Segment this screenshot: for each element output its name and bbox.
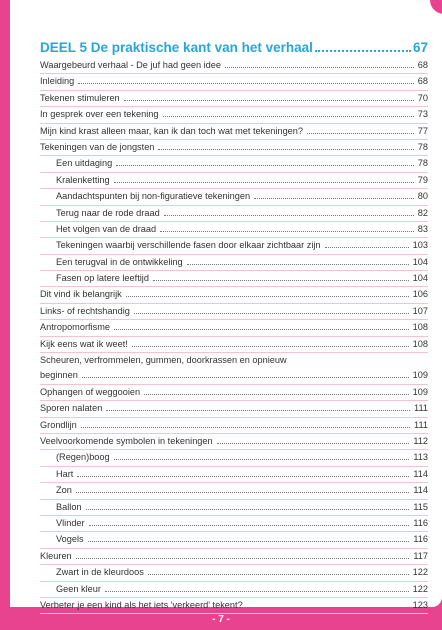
dot-leader — [81, 426, 410, 428]
toc-entry[interactable] — [40, 450, 428, 466]
toc-entry-title: Zwart in de kleurdoos — [56, 567, 144, 578]
toc-entry-title: Ballon — [56, 501, 82, 512]
toc-entry-page: 122 — [412, 567, 428, 578]
toc-entry[interactable] — [40, 467, 428, 483]
toc-entry-title: Kleuren — [40, 550, 72, 561]
toc-entry-title: Inleiding — [40, 76, 75, 87]
dot-leader — [247, 606, 409, 608]
part-heading-page: 67 — [412, 40, 428, 55]
toc-entry-page: 79 — [417, 174, 428, 185]
toc-entry[interactable] — [40, 58, 428, 74]
toc-entry[interactable] — [40, 238, 428, 254]
toc-entry-title: Fasen op latere leeftijd — [56, 273, 149, 284]
toc-entry-title: Aandachtspunten bij non-figuratieve tekeningen — [56, 191, 251, 202]
toc-page — [10, 0, 442, 610]
toc-entry-title: Sporen nalaten — [40, 403, 103, 414]
toc-entry[interactable] — [40, 156, 428, 172]
toc-entry[interactable] — [40, 287, 428, 303]
toc-entry[interactable] — [40, 598, 428, 614]
toc-entry-page: 77 — [417, 125, 428, 136]
toc-entry-page: 80 — [417, 191, 428, 202]
dot-leader — [132, 345, 409, 347]
toc-entry-page: 70 — [417, 92, 428, 103]
toc-entry[interactable] — [40, 206, 428, 222]
toc-entry[interactable] — [40, 368, 428, 384]
toc-entry[interactable] — [40, 74, 428, 90]
toc-entry-page: 117 — [413, 550, 428, 561]
toc-entry-title: Een uitdaging — [56, 158, 113, 169]
dot-leader — [77, 475, 409, 477]
dot-leader — [124, 99, 414, 101]
toc-entry-title: Tekeningen waarbij verschillende fasen door elkaar zichtbaar zijn — [56, 240, 321, 251]
toc-entry-page: 115 — [413, 501, 428, 512]
dot-leader — [187, 263, 409, 265]
dot-leader — [114, 458, 410, 460]
toc-entry[interactable] — [40, 516, 428, 532]
toc-entry[interactable] — [40, 401, 428, 417]
toc-entry-title: Verbeter je een kind als het iets 'verkeerd' tekent? — [40, 599, 243, 610]
toc-entry[interactable] — [40, 532, 428, 548]
toc-entry[interactable] — [40, 483, 428, 499]
toc-entry-title: Kralenketting — [56, 174, 110, 185]
toc-entry-page: 108 — [412, 338, 428, 349]
dot-leader — [82, 376, 409, 378]
toc-entry-page: 113 — [413, 452, 428, 463]
toc-entry-page: 112 — [413, 435, 428, 446]
toc-entry-title: Geen kleur — [56, 583, 101, 594]
toc-entry-title: Scheuren, verfrommelen, gummen, doorkrassen en opnieuw — [40, 355, 287, 366]
toc-entry[interactable] — [40, 124, 428, 140]
toc-entry[interactable] — [40, 222, 428, 238]
toc-entry[interactable] — [40, 353, 428, 368]
part-heading[interactable] — [40, 40, 428, 58]
toc-entry-title: Hart — [56, 468, 74, 479]
dot-leader — [217, 442, 410, 444]
dot-leader — [315, 50, 411, 52]
dot-leader — [160, 230, 414, 232]
toc-entry[interactable] — [40, 173, 428, 189]
toc-entry[interactable] — [40, 565, 428, 581]
dot-leader — [114, 181, 414, 183]
toc-entry-title: In gesprek over een tekening — [40, 109, 159, 120]
dot-leader — [307, 132, 414, 134]
dot-leader — [76, 557, 410, 559]
table-of-contents — [40, 40, 428, 614]
toc-entry-page: 104 — [412, 256, 428, 267]
dot-leader — [163, 115, 414, 117]
toc-entry-page: 68 — [417, 76, 428, 87]
toc-entry-page: 111 — [414, 419, 428, 430]
toc-entry-title: Veelvoorkomende symbolen in tekeningen — [40, 435, 213, 446]
toc-entry-title: Ophangen of weggooien — [40, 386, 141, 397]
dot-leader — [153, 279, 409, 281]
toc-entry[interactable] — [40, 582, 428, 598]
toc-entry-title: Het volgen van de draad — [56, 223, 157, 234]
toc-entry[interactable] — [40, 418, 428, 434]
dot-leader — [116, 164, 414, 166]
toc-entries — [40, 58, 428, 614]
toc-entry[interactable] — [40, 434, 428, 450]
toc-entry-title: Vlinder — [56, 517, 85, 528]
dot-leader — [126, 295, 409, 297]
dot-leader — [89, 524, 410, 526]
toc-entry-page: 114 — [413, 485, 428, 496]
dot-leader — [106, 409, 410, 411]
dot-leader — [114, 328, 409, 330]
dot-leader — [254, 197, 414, 199]
toc-entry-title: beginnen — [40, 370, 78, 381]
toc-entry-page: 78 — [417, 141, 428, 152]
toc-entry-page: 123 — [412, 599, 428, 610]
toc-entry-page: 68 — [417, 60, 428, 70]
toc-entry-page: 109 — [412, 386, 428, 397]
toc-entry-title: Vogels — [56, 534, 84, 545]
toc-entry[interactable] — [40, 500, 428, 516]
toc-entry-page: 83 — [417, 223, 428, 234]
dot-leader — [105, 590, 409, 592]
part-heading-title: DEEL 5 De praktische kant van het verhaal — [40, 40, 313, 55]
toc-entry-page: 111 — [414, 403, 428, 414]
dot-leader — [86, 508, 410, 510]
dot-leader — [164, 214, 414, 216]
toc-entry-page: 116 — [413, 534, 428, 545]
dot-leader — [134, 312, 409, 314]
toc-entry[interactable] — [40, 189, 428, 205]
toc-entry-title: Een terugval in de ontwikkeling — [56, 256, 183, 267]
toc-entry-title: Tekenen stimuleren — [40, 92, 120, 103]
toc-entry-page: 103 — [412, 240, 428, 251]
page-number: - 7 - — [212, 614, 230, 625]
toc-entry-page: 106 — [412, 289, 428, 300]
toc-entry[interactable] — [40, 320, 428, 336]
toc-entry-title: Kijk eens wat ik weet! — [40, 338, 128, 349]
toc-entry-page: 82 — [417, 207, 428, 218]
toc-entry[interactable] — [40, 255, 428, 271]
toc-entry[interactable] — [40, 140, 428, 156]
dot-leader — [78, 82, 414, 84]
dot-leader — [76, 491, 410, 493]
toc-entry-title: Terug naar de rode draad — [56, 207, 160, 218]
toc-entry-title: Links- of rechtshandig — [40, 305, 130, 316]
toc-entry-page: 108 — [412, 322, 428, 333]
toc-entry[interactable] — [40, 91, 428, 107]
toc-entry-title: Antropomorfisme — [40, 322, 110, 333]
dot-leader — [144, 393, 409, 395]
toc-entry-title: Grondlijn — [40, 419, 77, 430]
dot-leader — [88, 540, 410, 542]
toc-entry-page: 122 — [412, 583, 428, 594]
toc-entry-page: 116 — [413, 517, 428, 528]
toc-entry[interactable] — [40, 304, 428, 320]
toc-entry[interactable] — [40, 549, 428, 565]
toc-entry-page: 78 — [417, 158, 428, 169]
toc-entry[interactable] — [40, 385, 428, 401]
toc-entry-title: Mijn kind krast alleen maar, kan ik dan toch wat met tekeningen? — [40, 125, 304, 136]
toc-entry-title: Zon — [56, 485, 72, 496]
toc-entry-page: 104 — [412, 273, 428, 284]
toc-entry[interactable] — [40, 107, 428, 123]
toc-entry[interactable] — [40, 271, 428, 287]
dot-leader — [158, 148, 413, 150]
toc-entry-page: 109 — [412, 370, 428, 381]
toc-entry-title: Waargebeurd verhaal - De juf had geen idee — [40, 60, 221, 70]
toc-entry-title: Tekeningen van de jongsten — [40, 141, 155, 152]
toc-entry[interactable] — [40, 337, 428, 353]
toc-entry-page: 114 — [413, 468, 428, 479]
toc-entry-page: 73 — [417, 109, 428, 120]
toc-entry-title: Dit vind ik belangrijk — [40, 289, 122, 300]
dot-leader — [225, 66, 414, 68]
toc-entry-title: (Regen)boog — [56, 452, 110, 463]
toc-entry-page: 107 — [412, 305, 428, 316]
dot-leader — [325, 246, 409, 248]
dot-leader — [148, 573, 409, 575]
